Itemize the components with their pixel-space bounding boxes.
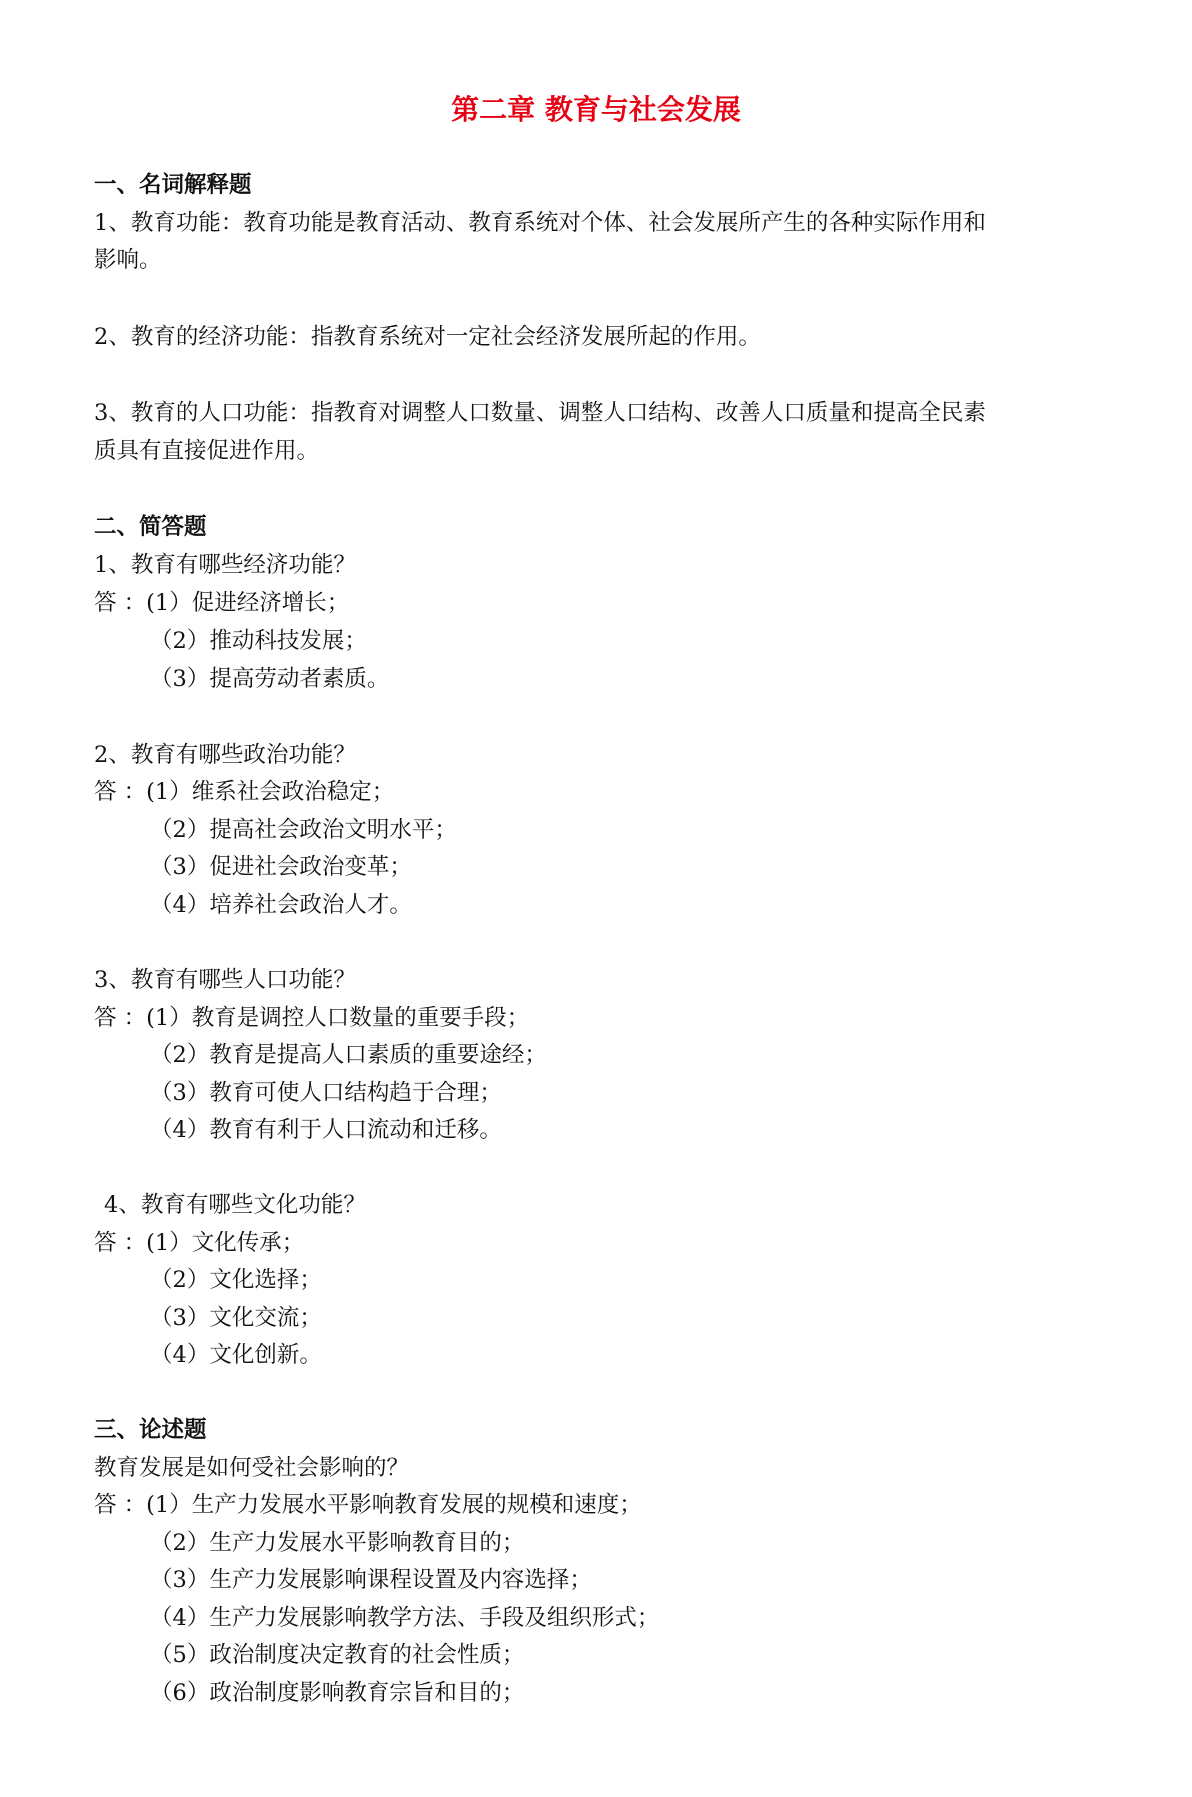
page-title: 第二章 教育与社会发展	[451, 93, 741, 126]
q3-answer-1: 答 ：(1）教育是调控人口数量的重要手段；	[94, 1005, 530, 1031]
essay-question: 教育发展是如何受社会影响的？	[94, 1455, 410, 1481]
essay-answer-1: 答 ：(1）生产力发展水平影响教育发展的规模和速度；	[94, 1492, 642, 1518]
q3-answer-3: （3）教育可使人口结构趋于合理；	[150, 1080, 502, 1106]
q4-answer-3: （3）文化交流；	[150, 1305, 322, 1331]
essay-answer-5: （5）政治制度决定教育的社会性质；	[150, 1642, 525, 1668]
q3-answer-2: （2）教育是提高人口素质的重要途经；	[150, 1042, 547, 1068]
essay-answer-4: （4）生产力发展影响教学方法、手段及组织形式；	[150, 1605, 660, 1631]
q2-answer-2: （2）提高社会政治文明水平；	[150, 817, 457, 843]
term-1-line-2: 影响。	[94, 247, 162, 273]
q1-answer-1: 答 ：(1）促进经济增长；	[94, 590, 350, 616]
q1-answer-3: （3）提高劳动者素质。	[150, 666, 390, 692]
question-2: 2、教育有哪些政治功能？	[94, 742, 356, 768]
q1-answer-2: （2）推动科技发展；	[150, 628, 367, 654]
section-heading-essay: 三、论述题	[94, 1417, 207, 1443]
question-4: 4、教育有哪些文化功能？	[104, 1192, 366, 1218]
q4-answer-4: （4）文化创新。	[150, 1342, 322, 1368]
q2-answer-3: （3）促进社会政治变革；	[150, 854, 412, 880]
section-heading-terms: 一、名词解释题	[94, 172, 252, 198]
term-3-line-2: 质具有直接促进作用。	[94, 438, 320, 464]
essay-answer-6: （6）政治制度影响教育宗旨和目的；	[150, 1680, 525, 1706]
question-1: 1、教育有哪些经济功能？	[94, 552, 356, 578]
term-3-line-1: 3、教育的人口功能：指教育对调整人口数量、调整人口结构、改善人口质量和提高全民素	[94, 400, 986, 426]
term-2: 2、教育的经济功能：指教育系统对一定社会经济发展所起的作用。	[94, 324, 761, 350]
question-3: 3、教育有哪些人口功能？	[94, 967, 356, 993]
term-1-line-1: 1、教育功能：教育功能是教育活动、教育系统对个体、社会发展所产生的各种实际作用和	[94, 210, 986, 236]
q2-answer-4: （4）培养社会政治人才。	[150, 892, 412, 918]
q3-answer-4: （4）教育有利于人口流动和迁移。	[150, 1117, 502, 1143]
q2-answer-1: 答 ：(1）维系社会政治稳定；	[94, 779, 395, 805]
q4-answer-2: （2）文化选择；	[150, 1267, 322, 1293]
q4-answer-1: 答 ：(1）文化传承；	[94, 1230, 305, 1256]
essay-answer-2: （2）生产力发展水平影响教育目的；	[150, 1530, 525, 1556]
section-heading-short-answer: 二、简答题	[94, 514, 207, 540]
essay-answer-3: （3）生产力发展影响课程设置及内容选择；	[150, 1567, 592, 1593]
